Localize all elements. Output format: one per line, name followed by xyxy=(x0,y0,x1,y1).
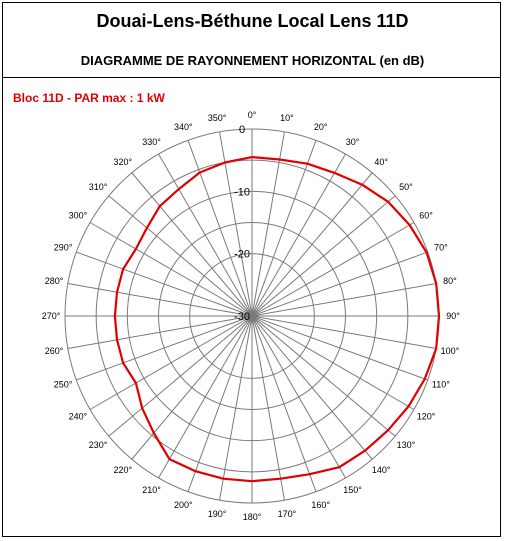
series-point xyxy=(251,156,253,158)
series-point xyxy=(159,205,161,207)
series-point xyxy=(307,163,309,165)
series-point xyxy=(435,348,437,350)
angle-tick-label: 180° xyxy=(242,512,262,522)
radial-tick-label: -10 xyxy=(234,186,250,199)
radial-tick-label: -30 xyxy=(234,311,250,323)
series-point xyxy=(309,473,311,475)
angle-tick-label: 100° xyxy=(440,345,460,356)
angle-tick-label: 120° xyxy=(416,411,436,422)
chart-subtitle: DIAGRAMME DE RAYONNEMENT HORIZONTAL (en dB) xyxy=(80,53,425,68)
angle-tick-label: 340° xyxy=(173,122,193,133)
series-point xyxy=(135,248,137,250)
series-point xyxy=(438,315,440,317)
angle-tick-label: 240° xyxy=(68,411,88,422)
angle-tick-label: 90° xyxy=(446,311,460,321)
series-point xyxy=(146,227,148,229)
angle-tick-label: 130° xyxy=(396,440,416,451)
angle-tick-label: 40° xyxy=(374,157,389,168)
angle-tick-label: 220° xyxy=(113,464,133,475)
series-point xyxy=(361,184,363,186)
angle-tick-label: 350° xyxy=(207,113,227,124)
series-point xyxy=(426,252,428,254)
series-point xyxy=(279,159,281,161)
angle-tick-label: 10° xyxy=(280,113,294,124)
angle-tick-label: 200° xyxy=(173,499,193,510)
angle-tick-label: 290° xyxy=(53,242,73,253)
angle-tick-label: 330° xyxy=(142,136,161,147)
series-point xyxy=(153,432,155,434)
angle-tick-label: 300° xyxy=(68,210,88,221)
series-point xyxy=(251,480,253,482)
series-point xyxy=(280,478,282,480)
series-point xyxy=(408,406,410,408)
angle-tick-label: 60° xyxy=(419,210,433,221)
angle-tick-label: 190° xyxy=(207,508,227,519)
angle-tick-label: 30° xyxy=(345,136,360,147)
series-point xyxy=(141,407,143,409)
series-point xyxy=(199,172,201,174)
angle-tick-label: 170° xyxy=(277,508,297,519)
angle-tick-label: 270° xyxy=(41,311,61,321)
angle-tick-label: 310° xyxy=(88,181,108,192)
angle-tick-label: 70° xyxy=(434,242,448,253)
series-point xyxy=(116,339,118,341)
radial-tick-label: -20 xyxy=(234,248,250,261)
polar-grid xyxy=(65,129,439,503)
series-point xyxy=(424,378,426,380)
angle-tick-label: 250° xyxy=(53,379,73,390)
series-point xyxy=(364,450,366,452)
angle-tick-label: 280° xyxy=(44,276,64,287)
angle-tick-label: 210° xyxy=(142,485,161,496)
series-point xyxy=(334,172,336,174)
series-point xyxy=(387,201,389,203)
series-point xyxy=(116,291,118,293)
angle-tick-label: 80° xyxy=(443,276,457,287)
series-point xyxy=(338,466,340,468)
angle-tick-label: 140° xyxy=(371,464,391,475)
angle-tick-label: 20° xyxy=(313,122,328,133)
series-point xyxy=(122,362,124,364)
radial-tick-label: 0 xyxy=(238,124,246,136)
angle-tick-label: 50° xyxy=(399,181,413,192)
series-point xyxy=(435,283,437,285)
angle-tick-label: 110° xyxy=(431,379,450,390)
series-legend-label: Bloc 11D - PAR max : 1 kW xyxy=(13,91,165,105)
angle-tick-label: 230° xyxy=(88,440,108,451)
series-point xyxy=(114,315,116,317)
series-point xyxy=(224,162,226,164)
series-point xyxy=(178,188,180,190)
series-point xyxy=(409,224,411,226)
series-point xyxy=(135,382,137,384)
series-point xyxy=(169,458,171,460)
angle-tick-label: 160° xyxy=(311,499,331,510)
series-point xyxy=(223,478,225,480)
angle-tick-label: 260° xyxy=(44,345,64,356)
angle-tick-label: 0° xyxy=(247,110,257,120)
series-point xyxy=(387,429,389,431)
chart-title: Douai-Lens-Béthune Local Lens 11D xyxy=(96,11,409,31)
angle-tick-label: 150° xyxy=(343,485,362,496)
series-point xyxy=(122,268,124,270)
series-point xyxy=(195,470,197,472)
angle-tick-label: 320° xyxy=(113,157,133,168)
